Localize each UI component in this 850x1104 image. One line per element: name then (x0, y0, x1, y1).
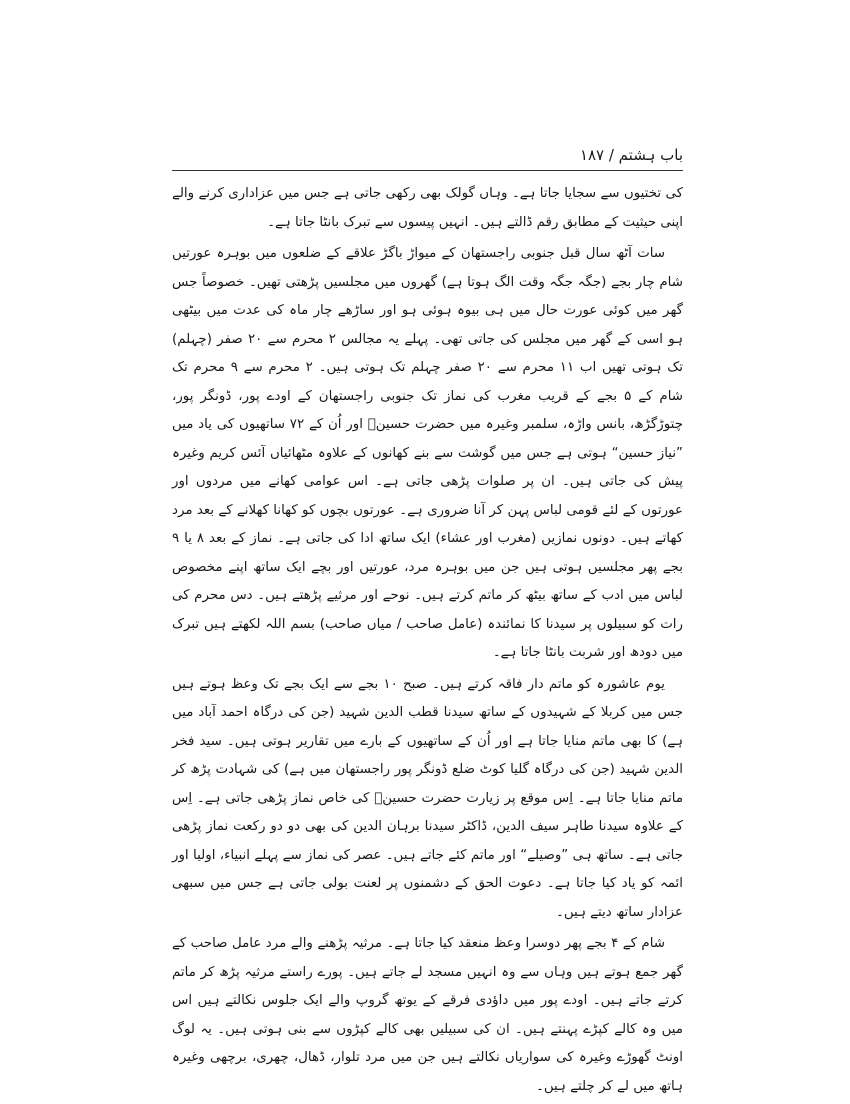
paragraph: سات آٹھ سال قبل جنوبی راجستھان کے میواڑ باگڑ علاقے کے ضلعوں میں بوہرہ عورتیں شام چار بجے (جگہ جگہ وقت الگ ہوتا ہے) گھروں میں مجلسیں پڑھتی تھیں۔ خصوصاً جس گھر میں کوئی عورت حال میں ہی بیوہ ہوئی ہو اور ساڑھے چار ماہ کی عدت میں بیٹھی ہو اسی کے گھر میں مجلس کی جاتی تھی۔ پہلے یہ مجالس ۲ محرم سے ۲۰ صفر (چہلم) تک ہوتی تھیں اب ۱۱ محرم سے ۲۰ صفر چہلم تک ہوتی ہیں۔ ۲ محرم سے ۹ محرم تک شام کے ۵ بجے کے قریب مغرب کی نماز تک جنوبی راجستھان کے اودے پور، ڈونگر پور، چتوڑگڑھ، بانس واڑہ، سلمبر وغیرہ میں حضرت حسینؑ اور اُن کے ۷۲ ساتھیوں کی یاد میں ”نیاز حسین“ ہوتی ہے جس میں گوشت سے بنے کھانوں کے علاوہ مٹھائیاں آئس کریم وغیرہ پیش کی جاتی ہیں۔ ان پر صلوات پڑھی جاتی ہے۔ اس عوامی کھانے میں مردوں اور عورتوں کے لئے قومی لباس پہن کر آنا ضروری ہے۔ عورتوں بچوں کو کھانا کھلانے کے بعد مرد کھاتے ہیں۔ دونوں نمازیں (مغرب اور عشاء) ایک ساتھ ادا کی جاتی ہے۔ نماز کے بعد ۸ یا ۹ بجے پھر مجلسیں ہوتی ہیں جن میں بوہرہ مرد، عورتیں اور بچے ایک ساتھ اپنے مخصوص لباس میں ادب کے ساتھ بیٹھ کر ماتم کرتے ہیں۔ نوحے اور مرثیے پڑھتے ہیں۔ دس محرم کی رات کو سبیلوں پر سیدنا کا نمائندہ (عامل صاحب / میاں صاحب) بسم اللہ لکھتے ہیں تبرک میں دودھ اور شربت بانٹا جاتا ہے۔ (172, 246, 684, 660)
page-body (172, 180, 683, 1104)
paragraph: شام کے ۴ بجے پھر دوسرا وعظ منعقد کیا جاتا ہے۔ مرثیہ پڑھنے والے مرد عامل صاحب کے گھر جمع ہوتے ہیں وہاں سے وہ انہیں مسجد لے جاتے ہیں۔ پورے راستے مرثیہ پڑھ کر ماتم کرتے جاتے ہیں۔ اودے پور میں داؤدی فرقے کے یوتھ گروپ والے ایک جلوس نکالتے ہیں اس میں وہ کالے کپڑے پہنتے ہیں۔ ان کی سبیلیں بھی کالے کپڑوں سے بنی ہوتی ہیں۔ یہ لوگ اونٹ گھوڑے وغیرہ کی سواریاں نکالتے ہیں جن میں مرد تلوار، ڈھال، چھری، برچھی وغیرہ ہاتھ میں لے کر چلتے ہیں۔ (172, 936, 683, 1094)
running-head: باب ہشتم / ۱۸۷ (579, 146, 683, 164)
paragraph: یوم عاشورہ کو ماتم دار فاقہ کرتے ہیں۔ صبح ۱۰ بجے سے ایک بجے تک وعظ ہوتے ہیں جس میں کربلا کے شہیدوں کے ساتھ سیدنا قطب الدین شہید (جن کی درگاہ احمد آباد میں ہے) کا بھی ماتم منایا جاتا ہے اور اُن کے ساتھیوں کے بارے میں تقاریر ہوتی ہیں۔ سید فخر الدین شہید (جن کی درگاہ گلیا کوٹ ضلع ڈونگر پور راجستھان میں ہے) کی شہادت پڑھ کر ماتم منایا جاتا ہے۔ اِس موقع پر زیارت حضرت حسینؑ کی خاص نماز پڑھی جاتی ہے۔ اِس کے علاوہ سیدنا طاہر سیف الدین، ڈاکٹر سیدنا برہان الدین کی بھی دو دو رکعت نماز پڑھی جاتی ہے۔ ساتھ ہی ”وصیلے“ اور ماتم کئے جاتے ہیں۔ عصر کی نماز سے پہلے انبیاء، اولیا اور ائمہ کو یاد کیا جاتا ہے۔ دعوت الحق کے دشمنوں پر لعنت بولی جاتی ہے جس میں سبھی عزادار ساتھ دیتے ہیں۔ (172, 676, 683, 920)
page-header (172, 140, 683, 170)
paragraph: کی تختیوں سے سجایا جاتا ہے۔ وہاں گولک بھی رکھی جاتی ہے جس میں عزاداری کرنے والے اپنی حیثیت کے مطابق رقم ڈالتے ہیں۔ انہیں پیسوں سے تبرک بانٹا جاتا ہے۔ (172, 186, 683, 230)
header-rule (172, 170, 683, 171)
